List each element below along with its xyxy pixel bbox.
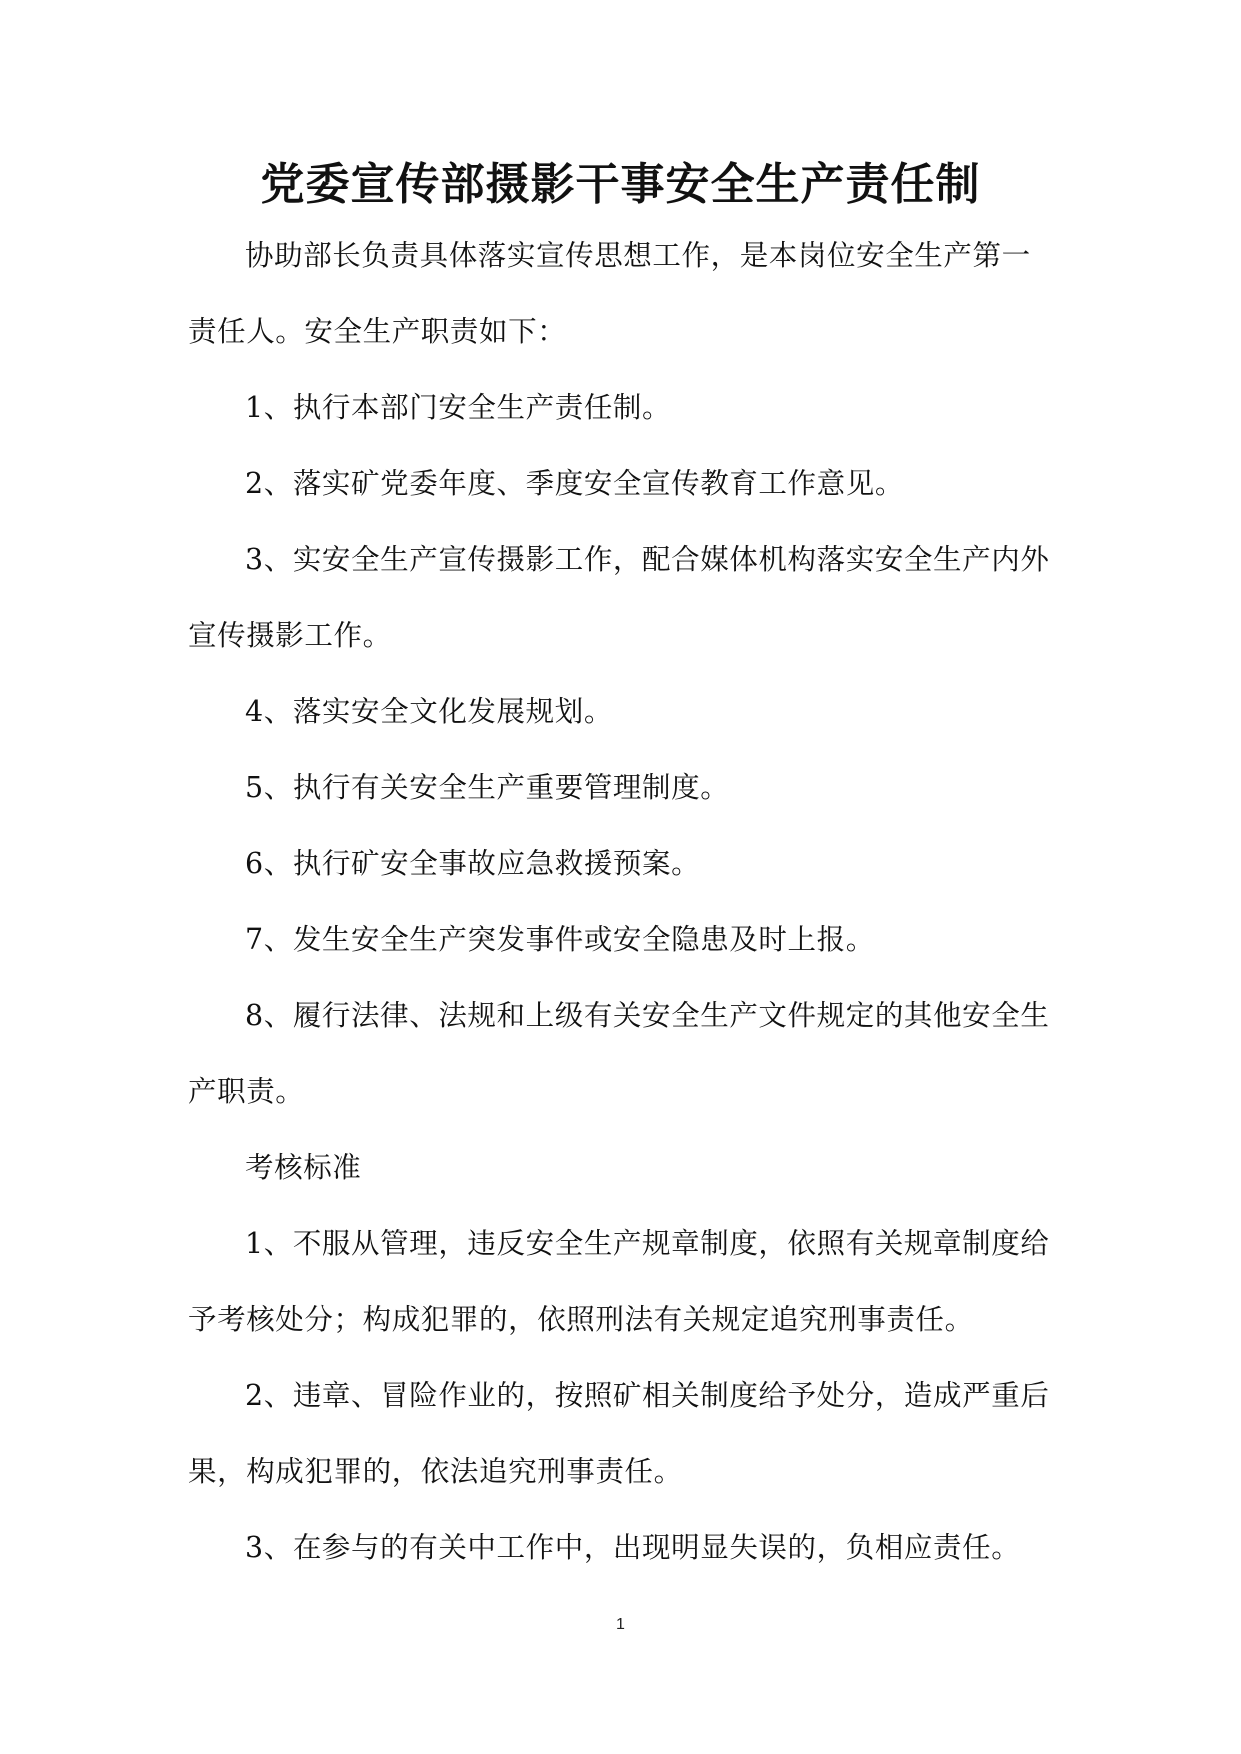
duty-item-8: 8、履行法律、法规和上级有关安全生产文件规定的其他安全生产职责。 (188, 999, 1050, 1108)
assessment-item-1: 1、不服从管理，违反安全生产规章制度，依照有关规章制度给予考核处分；构成犯罪的，依照刑法有关规定追究刑事责任。 (188, 1227, 1050, 1336)
duty-item-3: 3、实安全生产宣传摄影工作，配合媒体机构落实安全生产内外宣传摄影工作。 (188, 543, 1050, 652)
intro-paragraph: 协助部长负责具体落实宣传思想工作，是本岗位安全生产第一责任人。安全生产职责如下： (188, 239, 1031, 348)
assessment-heading: 考核标准 (245, 1151, 362, 1184)
duty-item-4: 4、落实安全文化发展规划。 (245, 695, 613, 728)
page-number: 1 (616, 1616, 625, 1633)
document-body (188, 218, 1051, 1586)
duty-item-6: 6、执行矿安全事故应急救援预案。 (245, 847, 701, 880)
duty-item-5: 5、执行有关安全生产重要管理制度。 (245, 771, 730, 804)
assessment-item-3: 3、在参与的有关中工作中，出现明显失误的，负相应责任。 (245, 1531, 1021, 1564)
duty-item-1: 1、执行本部门安全生产责任制。 (245, 391, 672, 424)
duty-item-2: 2、落实矿党委年度、季度安全宣传教育工作意见。 (245, 467, 904, 500)
duty-item-7: 7、发生安全生产突发事件或安全隐患及时上报。 (245, 923, 875, 956)
document-title: 党委宣传部摄影干事安全生产责任制 (260, 159, 981, 210)
assessment-item-2: 2、违章、冒险作业的，按照矿相关制度给予处分，造成严重后果，构成犯罪的，依法追究刑事责任。 (188, 1379, 1050, 1488)
